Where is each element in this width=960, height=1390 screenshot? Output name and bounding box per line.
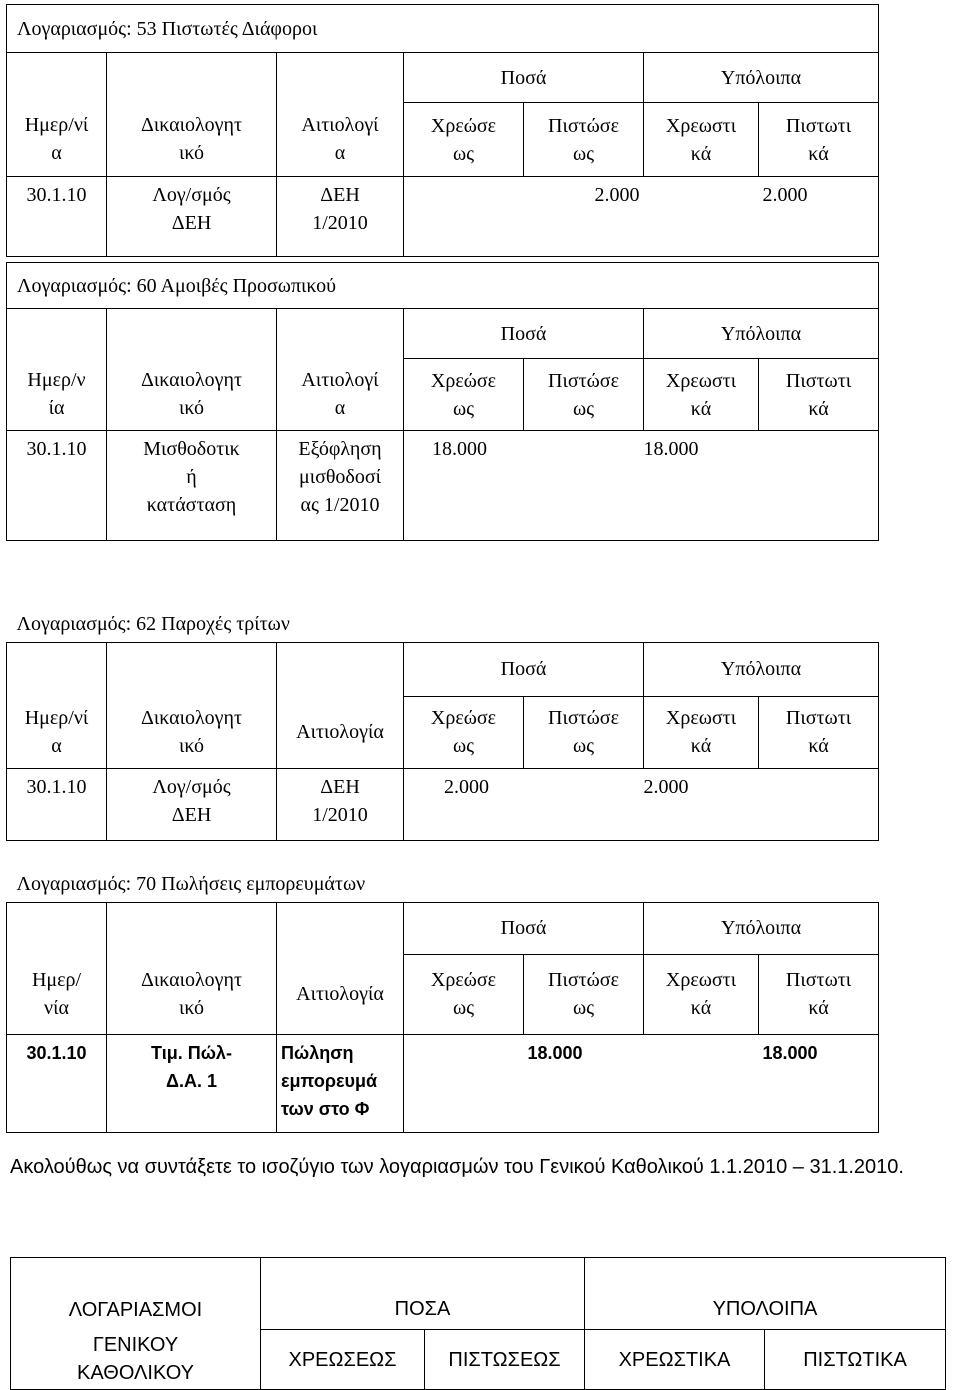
debit-header: Χρεώσε ως — [404, 696, 524, 768]
account-title: Λογαριασμός: 60 Αμοιβές Προσωπικού — [7, 263, 879, 309]
date-header: Ημερ/ νία — [7, 954, 107, 1034]
row-credit: 2.000 — [524, 177, 644, 257]
row-reason: Πώληση εμπορευμά των στο Φ — [277, 1034, 404, 1132]
credit-balance-header: Πιστωτι κά — [759, 103, 879, 177]
voucher-header: Δικαιολογητ ικό — [107, 103, 277, 177]
reason-header: Αιτιολογία — [277, 696, 404, 768]
row-debit — [404, 1034, 524, 1132]
row-reason: ΔΕΗ 1/2010 — [277, 177, 404, 257]
amounts-header: ΠΟΣΑ — [261, 1258, 585, 1330]
row-debit-balance — [644, 1034, 759, 1132]
amounts-header: Ποσά — [404, 642, 644, 696]
row-credit: 18.000 — [524, 1034, 644, 1132]
debit-header: Χρεώσε ως — [404, 359, 524, 431]
debit-balances-header: ΧΡΕΩΣΤΙΚΑ — [585, 1330, 765, 1390]
row-credit-balance: 18.000 — [759, 1034, 879, 1132]
credit-header: Πιστώσε ως — [524, 696, 644, 768]
credits-header: ΠΙΣΤΩΣΕΩΣ — [425, 1330, 585, 1390]
date-header: Ημερ/ν ία — [7, 359, 107, 431]
row-credit-balance — [759, 431, 879, 541]
row-credit-balance: 2.000 — [759, 177, 879, 257]
debit-balance-header: Χρεωστι κά — [644, 696, 759, 768]
row-credit — [524, 768, 644, 840]
account-60-table — [6, 262, 879, 541]
debit-balance-header: Χρεωστι κά — [644, 954, 759, 1034]
account-title: Λογαριασμός: 62 Παροχές τρίτων — [16, 612, 290, 635]
credit-balance-header: Πιστωτι κά — [759, 954, 879, 1034]
row-credit-balance — [759, 768, 879, 840]
credit-balance-header: Πιστωτι κά — [759, 359, 879, 431]
credit-header: Πιστώσε ως — [524, 954, 644, 1034]
balances-header: Υπόλοιπα — [644, 902, 879, 954]
row-date: 30.1.10 — [7, 431, 107, 541]
row-credit — [524, 431, 644, 541]
debit-balance-header: Χρεωστι κά — [644, 359, 759, 431]
row-debit: 18.000 — [404, 431, 524, 541]
account-title: Λογαριασμός: 70 Πωλήσεις εμπορευμάτων — [16, 872, 366, 895]
account-title: Λογαριασμός: 53 Πιστωτές Διάφοροι — [7, 5, 879, 53]
reason-header: Αιτιολογί α — [277, 359, 404, 431]
debit-balance-header: Χρεωστι κά — [644, 103, 759, 177]
balances-header: Υπόλοιπα — [644, 53, 879, 103]
account-62-table — [6, 606, 879, 841]
row-voucher: Μισθοδοτικ ή κατάσταση — [107, 431, 277, 541]
row-debit-balance: 2.000 — [644, 768, 759, 840]
instruction-text: Ακολούθως να συντάξετε το ισοζύγιο των λογαριασμών του Γενικού Καθολικού 1.1.2010 – 31.1.2010. — [10, 1156, 904, 1178]
amounts-header: Ποσά — [404, 309, 644, 359]
row-voucher: Λογ/σμός ΔΕΗ — [107, 768, 277, 840]
row-voucher: Λογ/σμός ΔΕΗ — [107, 177, 277, 257]
row-date: 30.1.10 — [7, 177, 107, 257]
reason-header: Αιτιολογί α — [277, 103, 404, 177]
row-debit: 2.000 — [404, 768, 524, 840]
row-date: 30.1.10 — [7, 1034, 107, 1132]
row-debit — [404, 177, 524, 257]
account-70-table — [6, 866, 879, 1133]
credit-balance-header: Πιστωτι κά — [759, 696, 879, 768]
balances-header: Υπόλοιπα — [644, 642, 879, 696]
amounts-header: Ποσά — [404, 53, 644, 103]
row-reason: Εξόφληση μισθοδοσί ας 1/2010 — [277, 431, 404, 541]
credit-header: Πιστώσε ως — [524, 359, 644, 431]
account-53-table — [6, 4, 879, 257]
voucher-header: Δικαιολογητ ικό — [107, 359, 277, 431]
row-reason: ΔΕΗ 1/2010 — [277, 768, 404, 840]
credit-balances-header: ΠΙΣΤΩΤΙΚΑ — [765, 1330, 946, 1390]
row-voucher: Τιμ. Πώλ- Δ.Α. 1 — [107, 1034, 277, 1132]
voucher-header: Δικαιολογητ ικό — [107, 954, 277, 1034]
balances-header: ΥΠΟΛΟΙΠΑ — [585, 1258, 946, 1330]
debits-header: ΧΡΕΩΣΕΩΣ — [261, 1330, 425, 1390]
debit-header: Χρεώσε ως — [404, 954, 524, 1034]
debit-header: Χρεώσε ως — [404, 103, 524, 177]
row-date: 30.1.10 — [7, 768, 107, 840]
trial-balance-table — [10, 1257, 946, 1390]
reason-header: Αιτιολογία — [277, 954, 404, 1034]
credit-header: Πιστώσε ως — [524, 103, 644, 177]
amounts-header: Ποσά — [404, 902, 644, 954]
balances-header: Υπόλοιπα — [644, 309, 879, 359]
voucher-header: Δικαιολογητ ικό — [107, 696, 277, 768]
date-header: Ημερ/νί α — [7, 696, 107, 768]
date-header: Ημερ/νί α — [7, 103, 107, 177]
accounts-header: ΛΟΓΑΡΙΑΣΜΟΙ — [11, 1258, 261, 1330]
row-debit-balance — [644, 177, 759, 257]
general-ledger-header: ΓΕΝΙΚΟΥ ΚΑΘΟΛΙΚΟΥ — [11, 1330, 261, 1390]
row-debit-balance: 18.000 — [644, 431, 759, 541]
